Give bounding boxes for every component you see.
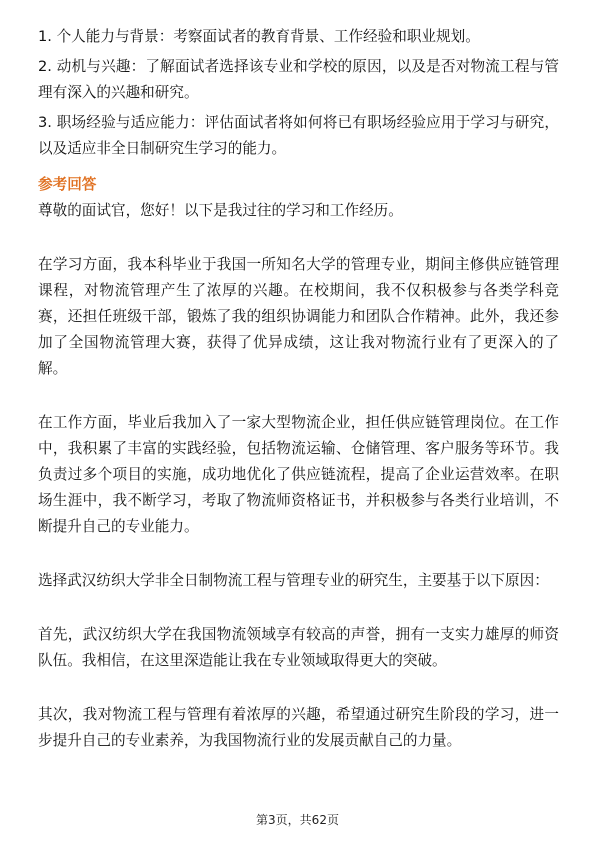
answer-work-paragraph: 在工作方面，毕业后我加入了一家大型物流企业，担任供应链管理岗位。在工作中，我积累了丰富的实践经验，包括物流运输、仓储管理、客户服务等环节。我负责过多个项目的实施，成功地优化了供应链流程，提高了企业运营效率。在职场生涯中，我不断学习，考取了物流师资格证书，并积极参与各类行业培训，不断提升自己的专业能力。 bbox=[38, 414, 559, 535]
answer-reason-first: 首先，武汉纺织大学在我国物流领域享有较高的声誉，拥有一支实力雄厚的师资队伍。我相信，在这里深造能让我在专业领域取得更大的突破。 bbox=[38, 626, 559, 669]
answer-heading: 参考回答 bbox=[38, 176, 97, 193]
answer-greeting: 尊敬的面试官，您好！以下是我过往的学习和工作经历。 bbox=[38, 202, 403, 219]
answer-study-paragraph: 在学习方面，我本科毕业于我国一所知名大学的管理专业，期间主修供应链管理课程，对物流管理产生了浓厚的兴趣。在校期间，我不仅积极参与各类学科竞赛，还担任班级干部，锻炼了我的组织协调能力和团队合作精神。此外，我还参加了全国物流管理大赛，获得了优异成绩，这让我对物流行业有了更深入的了解。 bbox=[38, 256, 559, 377]
page-number-footer: 第3页，共62页 bbox=[256, 813, 339, 827]
answer-reason-second: 其次，我对物流工程与管理有着浓厚的兴趣，希望通过研究生阶段的学习，进一步提升自己的专业素养，为我国物流行业的发展贡献自己的力量。 bbox=[38, 706, 559, 749]
page-content bbox=[38, 24, 559, 754]
criteria-item-2: 2. 动机与兴趣：了解面试者选择该专业和学校的原因，以及是否对物流工程与管理有深入的兴趣和研究。 bbox=[38, 58, 559, 101]
criteria-item-1: 1. 个人能力与背景：考察面试者的教育背景、工作经验和职业规划。 bbox=[38, 28, 480, 45]
criteria-item-3: 3. 职场经验与适应能力：评估面试者将如何将已有职场经验应用于学习与研究，以及适应非全日制研究生学习的能力。 bbox=[38, 114, 559, 157]
answer-reason-intro: 选择武汉纺织大学非全日制物流工程与管理专业的研究生，主要基于以下原因： bbox=[38, 572, 549, 589]
